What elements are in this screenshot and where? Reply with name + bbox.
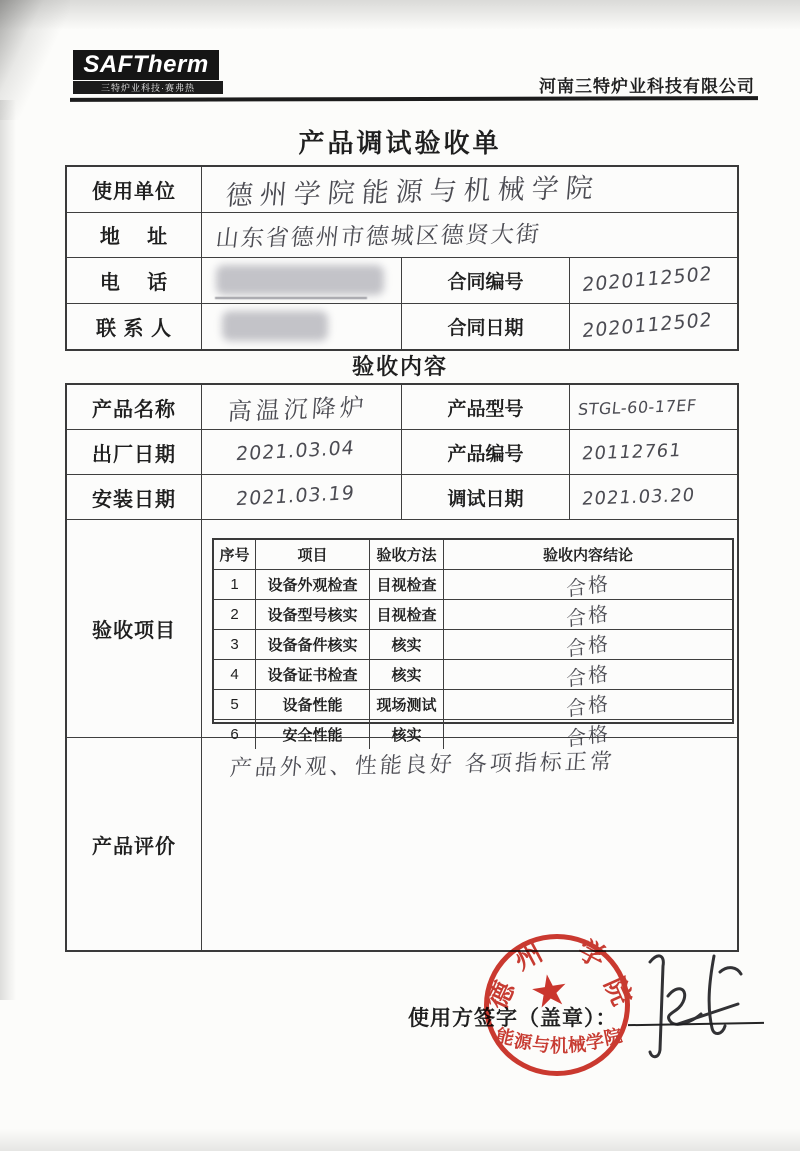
handwritten-install-date: 2021.03.19 [234,481,356,511]
acceptance-table [65,383,739,952]
redacted-contact-value [222,311,328,341]
company-name: 河南三特炉业科技有限公司 [539,77,755,96]
field-label-factory-date: 出厂日期 [67,430,202,475]
row-result [444,570,732,600]
stamp-bottom-char: 院 [602,1025,624,1049]
stamp-bottom-char: 能 [494,1025,516,1049]
photo-shadow-bottom [0,1129,800,1151]
field-value-unit [202,167,737,213]
header-divider [70,96,758,102]
field-label-evaluation: 产品评价 [67,738,202,950]
row-method: 核实 [370,720,444,749]
row-result [444,600,732,630]
stamp-bottom-char: 机 [550,1036,568,1056]
handwritten-signature [616,942,776,1060]
handwritten-result: 合格 [565,690,611,722]
handwritten-contract-no: 2020112502 [581,262,714,297]
col-header-item: 项目 [256,540,370,570]
stamp-bottom-char: 源 [512,1030,534,1054]
logo-tagline-strip [73,81,223,94]
stamp-bottom-char: 械 [567,1034,587,1056]
field-label-acceptance-items: 验收项目 [67,520,202,738]
handwritten-result: 合格 [565,630,611,662]
row-no: 4 [214,660,256,690]
field-value-model [570,385,737,430]
row-item: 设备性能 [256,690,370,720]
handwritten-contract-date: 2020112502 [581,308,714,343]
evaluation-cell [202,738,737,950]
stamp-bottom-char: 与 [531,1034,551,1056]
row-result [444,690,732,720]
logo-wordmark: SAFTherm [83,51,209,78]
photo-shadow-top [0,0,800,30]
row-item: 设备证书检查 [256,660,370,690]
field-label-product-name: 产品名称 [67,385,202,430]
acceptance-inner-table [212,538,734,752]
field-value-product-no [570,430,737,475]
field-value-install-date [202,475,402,520]
field-label-phone: 电 话 [67,258,202,304]
handwritten-model: STGL-60-17EF [577,395,698,419]
handwritten-evaluation: 产品外观、性能良好 各项指标正常 [228,749,616,782]
col-header-result: 验收内容结论 [444,540,732,570]
handwritten-product-name: 高温沉降炉 [226,392,369,426]
row-no: 6 [214,720,256,749]
field-value-address [202,213,737,259]
row-method: 现场测试 [370,690,444,720]
handwritten-result: 合格 [565,720,611,752]
stamp-ring-char: 学 [572,934,611,974]
row-no: 3 [214,630,256,660]
handwritten-debug-date: 2021.03.20 [580,484,697,510]
handwritten-result: 合格 [565,600,611,632]
stamp-star-icon: ★ [526,964,573,1019]
row-no: 5 [214,690,256,720]
section-title: 验收内容 [351,354,448,379]
field-value-product-name [202,385,402,430]
field-label-model: 产品型号 [402,385,570,430]
col-header-no: 序号 [214,540,256,570]
row-item: 设备外观检查 [256,570,370,600]
stamp-ring-char: 州 [509,936,548,976]
col-header-method: 验收方法 [370,540,444,570]
photo-shadow-left [0,100,16,1000]
row-result [444,660,732,690]
field-label-contact: 联 系 人 [67,304,202,350]
row-item: 安全性能 [256,720,370,749]
field-label-unit: 使用单位 [67,167,202,213]
signature-label: 使用方签字（盖章）： [408,1007,618,1030]
redacted-phone-value [216,265,384,295]
row-no: 2 [214,600,256,630]
handwritten-result: 合格 [565,570,611,602]
handwritten-factory-date: 2021.03.04 [234,436,356,466]
acceptance-items-cell [202,520,737,752]
field-label-contract-no: 合同编号 [402,258,570,304]
handwritten-unit: 德州学院能源与机械学院 [224,172,602,212]
row-no: 1 [214,570,256,600]
handwritten-address: 山东省德州市德城区德贤大街 [214,221,543,253]
field-label-product-no: 产品编号 [402,430,570,475]
info-table [65,165,739,351]
row-item: 设备备件核实 [256,630,370,660]
row-method: 目视检查 [370,600,444,630]
field-value-factory-date [202,430,402,475]
field-value-contract-no [570,258,737,304]
stamp-ring-char: 院 [598,972,638,1010]
handwritten-product-no: 20112761 [580,439,683,465]
field-value-debug-date [570,475,737,520]
field-label-contract-date: 合同日期 [402,304,570,350]
handwritten-result: 合格 [565,660,611,692]
row-method: 核实 [370,630,444,660]
row-item: 设备型号核实 [256,600,370,630]
logo-tagline: 三特炉业科技·赛弗热 [101,83,195,93]
stamp-ring-char: 德 [481,976,521,1014]
field-value-contact [202,304,402,350]
stamp-bottom-char: 学 [584,1030,606,1054]
saftherm-logo [73,50,219,80]
row-result [444,630,732,660]
university-stamp [481,930,638,1080]
field-value-contract-date [570,304,737,350]
phone-underline [215,297,367,299]
row-method: 目视检查 [370,570,444,600]
field-label-address: 地 址 [67,213,202,259]
field-label-install-date: 安装日期 [67,475,202,520]
field-label-debug-date: 调试日期 [402,475,570,520]
row-method: 核实 [370,660,444,690]
page-title: 产品调试验收单 [298,128,502,158]
